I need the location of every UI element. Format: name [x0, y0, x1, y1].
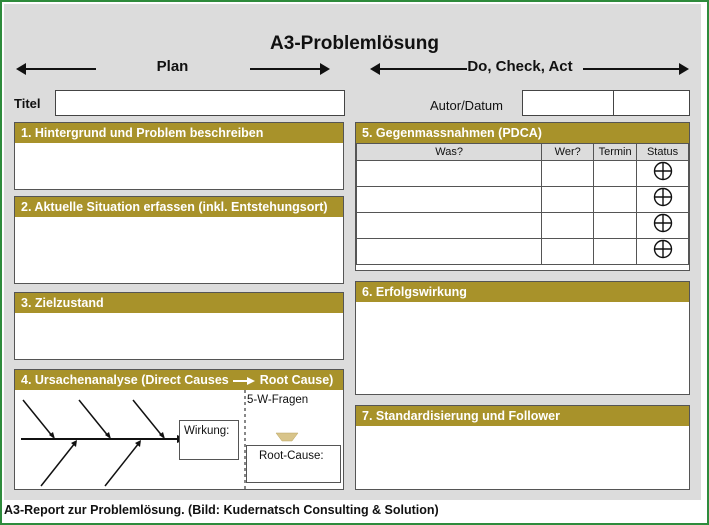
table-row	[357, 239, 689, 265]
status-cell[interactable]	[637, 239, 689, 265]
cause-arrow	[133, 400, 163, 437]
section-6-box[interactable]	[355, 281, 690, 395]
titel-field[interactable]	[55, 90, 345, 116]
was-cell[interactable]	[357, 239, 542, 265]
termin-cell[interactable]	[594, 187, 637, 213]
datum-field[interactable]	[613, 90, 690, 116]
arrow-right-icon	[583, 68, 687, 70]
termin-cell[interactable]	[594, 213, 637, 239]
autor-datum-label: Autor/Datum	[430, 98, 503, 113]
wer-cell[interactable]	[542, 239, 594, 265]
section-4-title-start: 4. Ursachenanalyse (Direct Causes	[21, 373, 229, 387]
plan-heading: Plan	[156, 58, 189, 75]
termin-cell[interactable]	[594, 161, 637, 187]
status-cell[interactable]	[637, 213, 689, 239]
root-cause-box[interactable]: Root-Cause:	[246, 445, 341, 483]
down-arrow-icon	[276, 433, 298, 441]
wer-cell[interactable]	[542, 187, 594, 213]
arrow-left-icon	[18, 68, 96, 70]
section-2-box[interactable]	[14, 196, 344, 284]
was-cell[interactable]	[357, 187, 542, 213]
status-cell[interactable]	[637, 187, 689, 213]
column-header-termin: Termin	[594, 144, 637, 161]
column-header-wer: Wer?	[542, 144, 594, 161]
section-5-header: 5. Gegenmassnahmen (PDCA)	[356, 123, 689, 143]
cause-arrow	[79, 400, 109, 437]
section-1-box[interactable]	[14, 122, 344, 190]
arrow-right-icon	[232, 376, 256, 386]
column-header-was: Was?	[357, 144, 542, 161]
status-circle-icon[interactable]	[653, 213, 673, 233]
section-1-header: 1. Hintergrund und Problem beschreiben	[15, 123, 343, 143]
five-w-label: 5-W-Fragen	[247, 394, 309, 406]
arrow-left-icon	[372, 68, 467, 70]
status-circle-icon[interactable]	[653, 187, 673, 207]
section-4-box[interactable]	[14, 369, 344, 490]
table-row	[357, 161, 689, 187]
status-cell[interactable]	[637, 161, 689, 187]
image-caption: A3-Report zur Problemlösung. (Bild: Kudernatsch Consulting & Solution)	[4, 503, 439, 517]
page-title: A3-Problemlösung	[270, 33, 439, 54]
cause-arrow	[41, 443, 75, 486]
cause-arrow	[105, 443, 139, 486]
termin-cell[interactable]	[594, 239, 637, 265]
wer-cell[interactable]	[542, 161, 594, 187]
arrow-right-icon	[250, 68, 328, 70]
column-header-status: Status	[637, 144, 689, 161]
cause-arrow	[23, 400, 53, 437]
wirkung-box[interactable]: Wirkung:	[179, 420, 239, 460]
section-3-box[interactable]	[14, 292, 344, 360]
section-4-header	[15, 370, 343, 390]
section-4-title-end: Root Cause)	[259, 373, 334, 387]
section-2-header: 2. Aktuelle Situation erfassen (inkl. Entstehungsort)	[15, 197, 343, 217]
status-circle-icon[interactable]	[653, 161, 673, 181]
autor-field[interactable]	[522, 90, 614, 116]
status-circle-icon[interactable]	[653, 239, 673, 259]
section-7-box[interactable]	[355, 405, 690, 490]
titel-label: Titel	[14, 96, 41, 111]
pdca-table	[356, 143, 689, 265]
section-7-header: 7. Standardisierung und Follower	[356, 406, 689, 426]
table-row	[357, 213, 689, 239]
section-5-box	[355, 122, 690, 271]
section-6-header: 6. Erfolgswirkung	[356, 282, 689, 302]
section-3-header: 3. Zielzustand	[15, 293, 343, 313]
dca-heading: Do, Check, Act	[467, 58, 573, 75]
was-cell[interactable]	[357, 161, 542, 187]
table-row	[357, 187, 689, 213]
was-cell[interactable]	[357, 213, 542, 239]
wer-cell[interactable]	[542, 213, 594, 239]
